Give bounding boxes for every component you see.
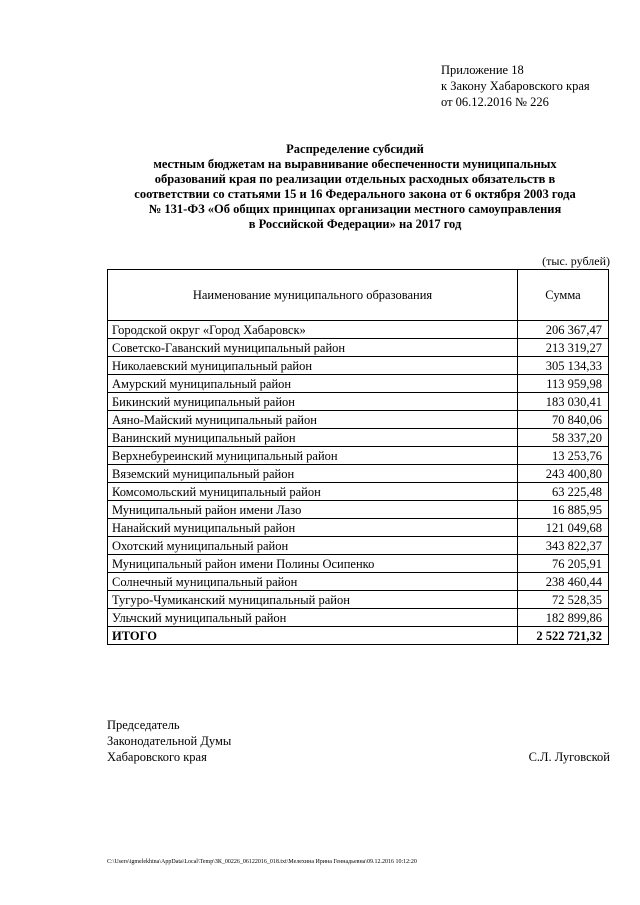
table-row bbox=[108, 483, 609, 501]
row-name: Комсомольский муниципальный район bbox=[108, 483, 518, 501]
signature-title-line-1: Председатель bbox=[107, 718, 180, 732]
subsidies-table bbox=[107, 269, 609, 645]
header-sum: Сумма bbox=[518, 270, 609, 321]
appendix-line-2: к Закону Хабаровского края bbox=[441, 79, 590, 93]
row-sum: 58 337,20 bbox=[518, 429, 609, 447]
table-row bbox=[108, 321, 609, 339]
row-name: Ульчский муниципальный район bbox=[108, 609, 518, 627]
footer-file-path: C:\Users\igmelekhina\AppData\Local\Temp\ЗК_00226_06122016_018.txt\Мелехина Ирина Геннадьевна\09.12.2016 10:12:20 bbox=[107, 859, 417, 865]
table-row bbox=[108, 573, 609, 591]
row-sum: 113 959,98 bbox=[518, 375, 609, 393]
unit-note: (тыс. рублей) bbox=[542, 254, 610, 268]
row-sum: 70 840,06 bbox=[518, 411, 609, 429]
row-sum: 16 885,95 bbox=[518, 501, 609, 519]
appendix-line-1: Приложение 18 bbox=[441, 63, 524, 77]
table-row bbox=[108, 357, 609, 375]
table-row bbox=[108, 501, 609, 519]
appendix-line-3: от 06.12.2016 № 226 bbox=[441, 95, 549, 109]
table-row bbox=[108, 429, 609, 447]
row-name: Городской округ «Город Хабаровск» bbox=[108, 321, 518, 339]
title-line-1: Распределение субсидий bbox=[286, 142, 424, 156]
table-row bbox=[108, 393, 609, 411]
row-sum: 343 822,37 bbox=[518, 537, 609, 555]
row-sum: 243 400,80 bbox=[518, 465, 609, 483]
row-name: Вяземский муниципальный район bbox=[108, 465, 518, 483]
row-sum: 182 899,86 bbox=[518, 609, 609, 627]
row-sum: 121 049,68 bbox=[518, 519, 609, 537]
row-name: Аяно-Майский муниципальный район bbox=[108, 411, 518, 429]
table-row bbox=[108, 609, 609, 627]
table-row bbox=[108, 555, 609, 573]
row-name: Николаевский муниципальный район bbox=[108, 357, 518, 375]
row-sum: 183 030,41 bbox=[518, 393, 609, 411]
document-title bbox=[100, 142, 610, 232]
table-row bbox=[108, 591, 609, 609]
row-name: Охотский муниципальный район bbox=[108, 537, 518, 555]
row-name: Солнечный муниципальный район bbox=[108, 573, 518, 591]
row-name: Верхнебуреинский муниципальный район bbox=[108, 447, 518, 465]
table-row bbox=[108, 465, 609, 483]
table-row bbox=[108, 375, 609, 393]
row-sum: 238 460,44 bbox=[518, 573, 609, 591]
title-line-5: № 131-ФЗ «Об общих принципах организации местного самоуправления bbox=[148, 202, 562, 216]
header-name: Наименование муниципального образования bbox=[108, 270, 518, 321]
title-line-2: местным бюджетам на выравнивание обеспеченности муниципальных bbox=[153, 157, 557, 171]
title-line-3: образований края по реализации отдельных расходных обязательств в bbox=[154, 172, 556, 186]
row-sum: 305 134,33 bbox=[518, 357, 609, 375]
row-sum: 213 319,27 bbox=[518, 339, 609, 357]
signatory-name: С.Л. Луговской bbox=[528, 750, 610, 764]
total-row bbox=[108, 627, 609, 645]
signature-title-line-3: Хабаровского края bbox=[107, 750, 207, 764]
row-name: Тугуро-Чумиканский муниципальный район bbox=[108, 591, 518, 609]
row-sum: 63 225,48 bbox=[518, 483, 609, 501]
row-name: Амурский муниципальный район bbox=[108, 375, 518, 393]
table-row bbox=[108, 339, 609, 357]
table-header-row bbox=[108, 270, 609, 321]
signature-block bbox=[107, 717, 610, 765]
row-name: Ванинский муниципальный район bbox=[108, 429, 518, 447]
row-sum: 76 205,91 bbox=[518, 555, 609, 573]
table-row bbox=[108, 447, 609, 465]
row-name: Нанайский муниципальный район bbox=[108, 519, 518, 537]
table-row bbox=[108, 519, 609, 537]
row-name: Бикинский муниципальный район bbox=[108, 393, 518, 411]
table-row bbox=[108, 411, 609, 429]
table-row bbox=[108, 537, 609, 555]
row-name: Муниципальный район имени Полины Осипенко bbox=[108, 555, 518, 573]
row-name: Муниципальный район имени Лазо bbox=[108, 501, 518, 519]
row-sum: 206 367,47 bbox=[518, 321, 609, 339]
appendix-note bbox=[441, 62, 590, 110]
row-sum: 72 528,35 bbox=[518, 591, 609, 609]
row-name: Советско-Гаванский муниципальный район bbox=[108, 339, 518, 357]
total-sum: 2 522 721,32 bbox=[518, 627, 609, 645]
title-line-6: в Российской Федерации» на 2017 год bbox=[248, 217, 462, 231]
row-sum: 13 253,76 bbox=[518, 447, 609, 465]
total-label: ИТОГО bbox=[108, 627, 518, 645]
signature-title-line-2: Законодательной Думы bbox=[107, 734, 232, 748]
title-line-4: соответствии со статьями 15 и 16 Федерального закона от 6 октября 2003 года bbox=[134, 187, 576, 201]
